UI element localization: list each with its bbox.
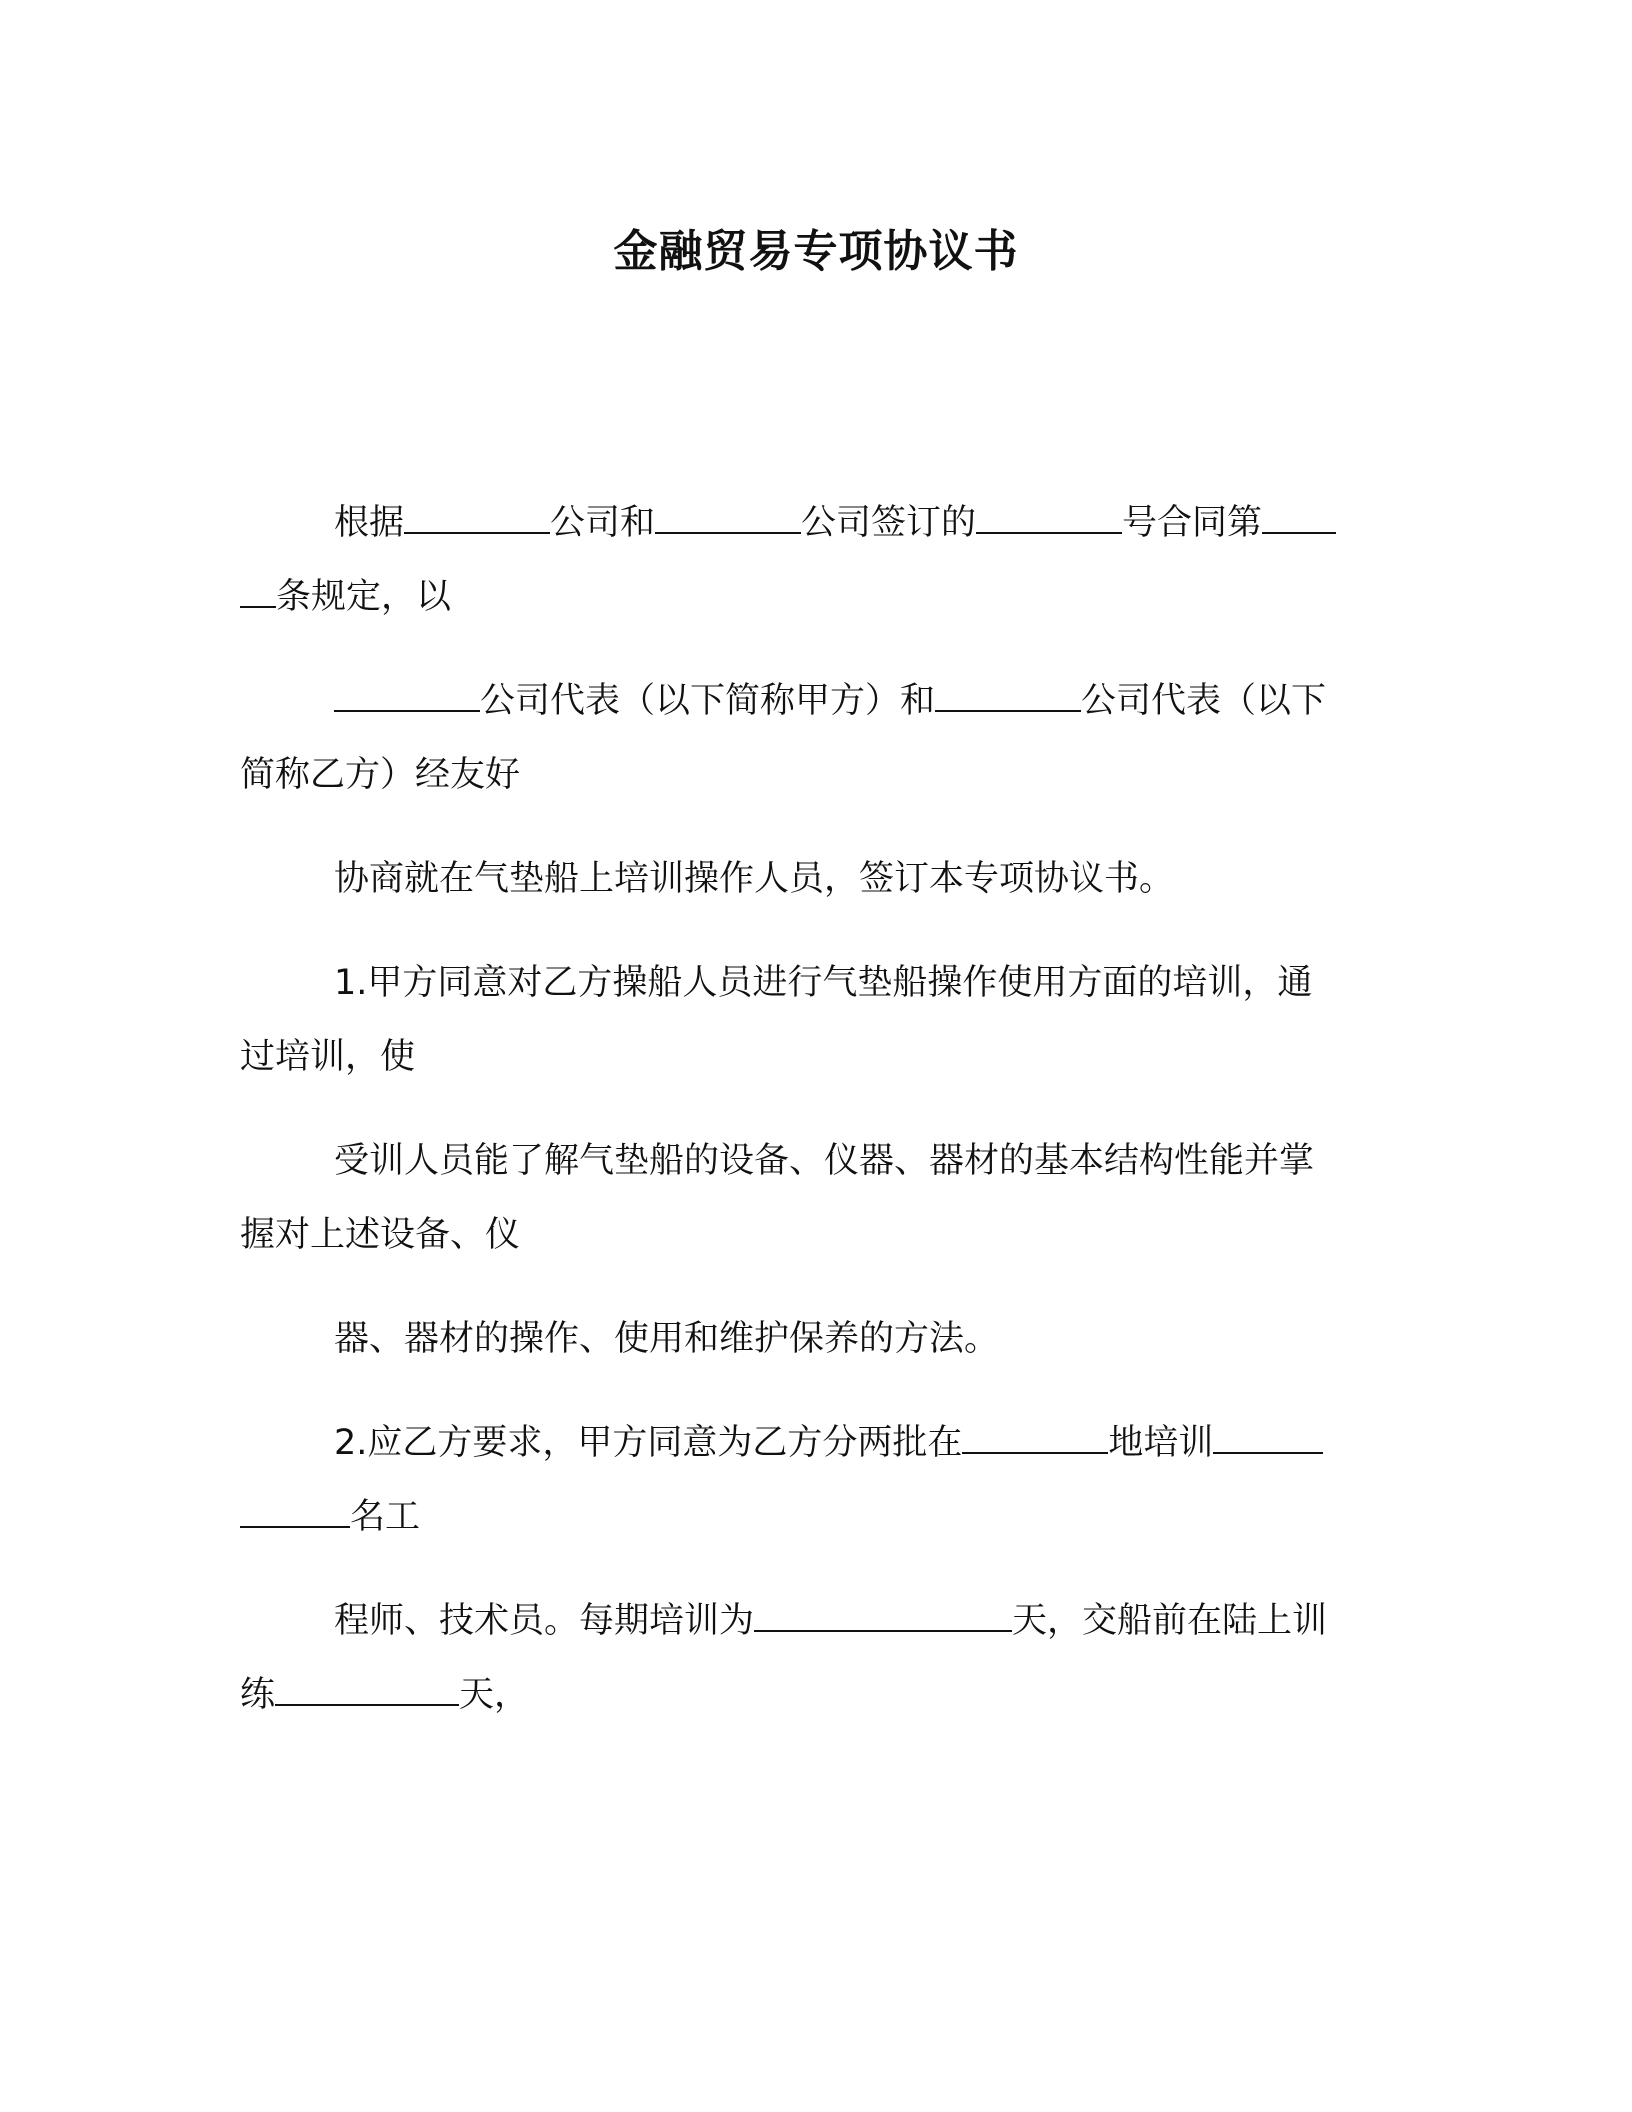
text-segment: 公司和	[550, 503, 656, 543]
text-segment: 名工	[350, 1497, 421, 1537]
text-segment: 天，交船前在陆上训	[1012, 1601, 1328, 1641]
text-segment: 受训人员能了解气垫船的设备、仪器、器材的基本结构性能并掌	[334, 1141, 1315, 1181]
fill-in-blank	[962, 1422, 1108, 1454]
paragraph-line	[240, 1670, 529, 1720]
text-segment: 公司代表（以下简称甲方）和	[480, 681, 936, 721]
paragraph-line	[334, 1596, 1327, 1646]
fill-in-blank	[404, 502, 550, 534]
text-segment: 程师、技术员。每期培训为	[334, 1601, 755, 1641]
text-segment: 2.应乙方要求，甲方同意为乙方分两批在	[334, 1423, 963, 1463]
text-segment: 根据	[334, 503, 405, 543]
fill-in-blank	[275, 1674, 459, 1706]
text-segment: 简称乙方）经友好	[240, 755, 521, 795]
fill-in-blank	[754, 1600, 1012, 1632]
paragraph-line	[240, 572, 451, 622]
fill-in-blank	[655, 502, 801, 534]
text-segment: 公司签订的	[801, 503, 977, 543]
text-segment: 1.甲方同意对乙方操船人员进行气垫船操作使用方面的培训，通	[334, 963, 1313, 1003]
fill-in-blank	[1262, 502, 1336, 534]
paragraph-line	[334, 1136, 1314, 1186]
text-segment: 公司代表（以下	[1081, 681, 1327, 721]
paragraph-line	[240, 1492, 420, 1542]
paragraph-line	[240, 1210, 520, 1260]
paragraph-line	[240, 750, 520, 800]
paragraph-line	[240, 1032, 415, 1082]
text-segment: 练	[240, 1675, 276, 1715]
document-title: 金融贸易专项协议书	[613, 226, 1019, 277]
paragraph-line	[334, 1314, 999, 1364]
paragraph-line	[334, 854, 1174, 904]
paragraph-line	[334, 676, 1326, 726]
text-segment: 握对上述设备、仪	[240, 1215, 521, 1255]
text-segment: 器、器材的操作、使用和维护保养的方法。	[334, 1319, 1000, 1359]
fill-in-blank	[240, 1496, 350, 1528]
paragraph-line	[334, 958, 1312, 1008]
text-segment: 天，	[459, 1675, 530, 1715]
text-segment: 条规定，以	[276, 577, 452, 617]
fill-in-blank	[976, 502, 1122, 534]
paragraph-line	[334, 498, 1336, 548]
fill-in-blank	[935, 680, 1081, 712]
fill-in-blank	[334, 680, 480, 712]
fill-in-blank	[240, 576, 276, 608]
paragraph-line	[334, 1418, 1323, 1468]
fill-in-blank	[1213, 1422, 1323, 1454]
text-segment: 地培训	[1108, 1423, 1214, 1463]
text-segment: 协商就在气垫船上培训操作人员，签订本专项协议书。	[334, 859, 1175, 899]
text-segment: 过培训，使	[240, 1037, 416, 1077]
text-segment: 号合同第	[1122, 503, 1263, 543]
